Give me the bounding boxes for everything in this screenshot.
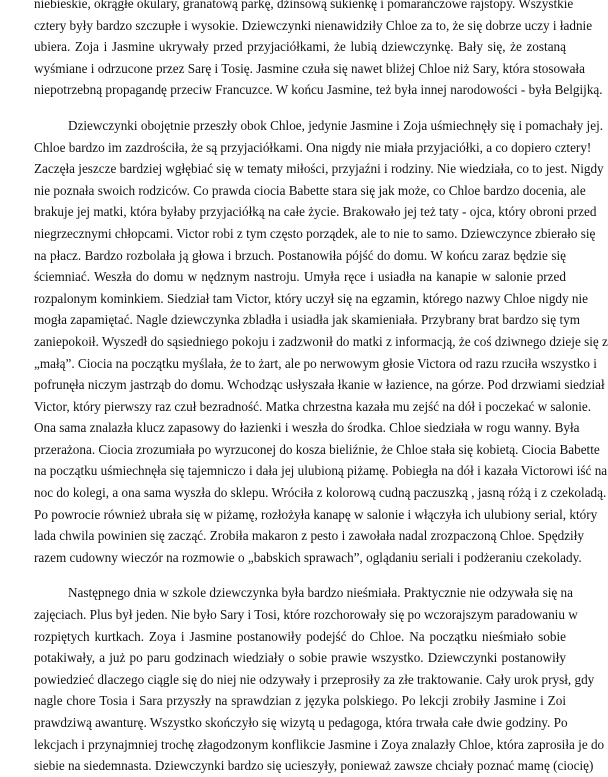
text-line: noc do kolegi, a ona sama wyszła do sklepu. Wróciła z kolorową cudną paczuszką , jasną różą i z czekoladą. — [34, 485, 607, 501]
text-line: Po powrocie również ubrała się w piżamę, rozłożyła kanapę w salonie i włączyła ich ulubiony serial, który — [34, 506, 598, 522]
text-line: nagle chore Tosia i Sara przyszły na sprawdzian z języka polskiego. Po lekcji zrobiły Jasmine i Zoi — [34, 693, 566, 709]
paragraph-2 — [34, 115, 608, 568]
text-line: przerażona. Ciocia zrozumiała po wyrzuconej do kosza bieliźnie, że Chloe stała się kobietą. Ciocia Babette — [34, 441, 600, 457]
text-line: na początku uśmiechnęła się tajemniczo i dała jej ulubioną piżamę. Pobiegła na dół i kazała Victorowi iść na — [34, 463, 608, 479]
text-line: siebie na siedemnasta. Dziewczynki bardzo się ucieszyły, ponieważ zawsze chciały poznać mamę (ciocię) — [34, 758, 594, 774]
text-line: prawdziwą awanturę. Wszystko skończyło się wizytą u pedagoga, która trwała całe dwie godziny. Po — [34, 715, 568, 730]
text-line: Victor, który pierwszy raz czuł bezradność. Matka chrzestna kazała mu zejść na dół i poczekać w salonie. — [34, 398, 592, 414]
text-line: lekcjach i przynajmniej trochę złagodzonym konflikcie Jasmine i Zoya znalazły Chloe, która zaprosiła je do — [34, 736, 605, 752]
text-line: zaniepokoił. Wyszedł do sąsiedniego pokoju i zadzwonił do matki z informacją, że coś dziwnego dzieje się z — [34, 333, 608, 349]
paragraph-1 — [34, 0, 603, 101]
text-line: Chloe bardzo im zazdrościła, że są przyjaciółkami. Ona nigdy nie miała przyjaciółki, a co dopiero cztery! — [34, 139, 592, 155]
text-line: potakiwały, a już po paru godzinach wiedziały o sobie prawie wszystko. Dziewczynki postanowiły — [34, 650, 566, 666]
text-line: cztery były bardzo szczupłe i wysokie. Dziewczynki nienawidziły Chloe za to, że się dobrze uczy i ładnie — [34, 17, 593, 33]
document-body — [34, 0, 608, 777]
text-line: rozpalonym kominkiem. Siedział tam Victor, który uczył się na egzamin, którego nazwy Chloe nigdy nie — [34, 290, 589, 306]
text-line: wyśmiane i odrzucone przez Sarę i Tosię. Jasmine czuła się nawet bliżej Chloe niż Sary, która stosowała — [34, 60, 585, 76]
text-line: Dziewczynki obojętnie przeszły obok Chloe, jedynie Jasmine i Zoja uśmiechnęły się i pomachały jej. — [68, 117, 604, 133]
text-line: Zaczęła jeszcze bardziej wgłębiać się w tematy miłości, przyjaźni i rodziny. Nie wiedziała, co to jest. Nigdy — [34, 161, 604, 177]
text-line: zajęciach. Plus był jeden. Nie było Sary i Tosi, które rozchorowały się po wczorajszym paradowaniu w — [34, 607, 578, 623]
text-line: Ona sama znalazła klucz zapasowy do łazienki i weszła do środka. Chloe siedziała w rogu wanny. Była — [34, 420, 580, 436]
text-line: pofrunęła niczym jastrząb do domu. Wchodząc usłyszała łkanie w łazience, na górze. Pod drzwiami siedział — [34, 377, 605, 393]
text-line: na płacz. Bardzo rozbolała ją głowa i brzuch. Postanowiła pójść do domu. W końcu zaraz będzie się — [34, 247, 566, 263]
text-line: brakuje jej matki, która byłaby przyjaciółką na całe życie. Brakowało jej też taty - ojca, który obroni przed — [34, 204, 597, 220]
text-line: nie poznała swoich rodziców. Co prawda ciocia Babette stara się jak może, co Chloe bardzo docenia, ale — [34, 182, 586, 198]
text-line: mogła zapamiętać. Nagle dziewczynka zbladła i usiadła jak skamieniała. Przybrany brat bardzo się tym — [34, 312, 580, 328]
text-line: ściemniać. Weszła do domu w nędznym nastroju. Umyła ręce i usiadła na kanapie w salonie przed — [34, 269, 566, 285]
text-line: niebieskie, okrągłe okulary, granatową parkę, dżinsową sukienkę i pomarańczowe rajstopy. Wszystkie — [34, 0, 574, 11]
text-line: Następnego dnia w szkole dziewczynka była bardzo nieśmiała. Praktycznie nie odzywała się na — [68, 585, 573, 601]
text-line: ubiera. Zoja i Jasmine ukrywały przed przyjaciółkami, że lubią dziewczynkę. Bały się, że zostaną — [34, 39, 566, 55]
text-line: lada chwila powinien się zacząć. Zrobiła makaron z pesto i zawołała nadal zrozpaczoną Chloe. Spędziły — [34, 528, 584, 544]
text-line: „małą”. Ciocia na początku myślała, że to żart, ale po nerwowym głosie Victora od razu rzuciła wszystko i — [34, 355, 597, 371]
text-line: rozpiętych kurtkach. Zoya i Jasmine postanowiły podejść do Chloe. Na początku nieśmiało sobie — [34, 628, 566, 644]
text-line: niepotrzebną propagandę przeciw Francuzce. W końcu Jasmine, też była innej narodowości - była Belgijką. — [34, 82, 603, 98]
paragraph-3 — [34, 582, 605, 776]
text-line: niegrzecznymi chłopcami. Victor robi z tym często porządek, ale to nie to samo. Dziewczynce zbierało się — [34, 225, 596, 241]
text-line: powiedzieć dlaczego ciągle się do niej nie odzywały i przeprosiły za złe traktowanie. Cały urok prysł, gdy — [34, 671, 595, 687]
text-line: razem cudowny wieczór na rozmowie o „babskich sprawach”, oglądaniu seriali i podżeraniu czekolady. — [34, 549, 582, 565]
